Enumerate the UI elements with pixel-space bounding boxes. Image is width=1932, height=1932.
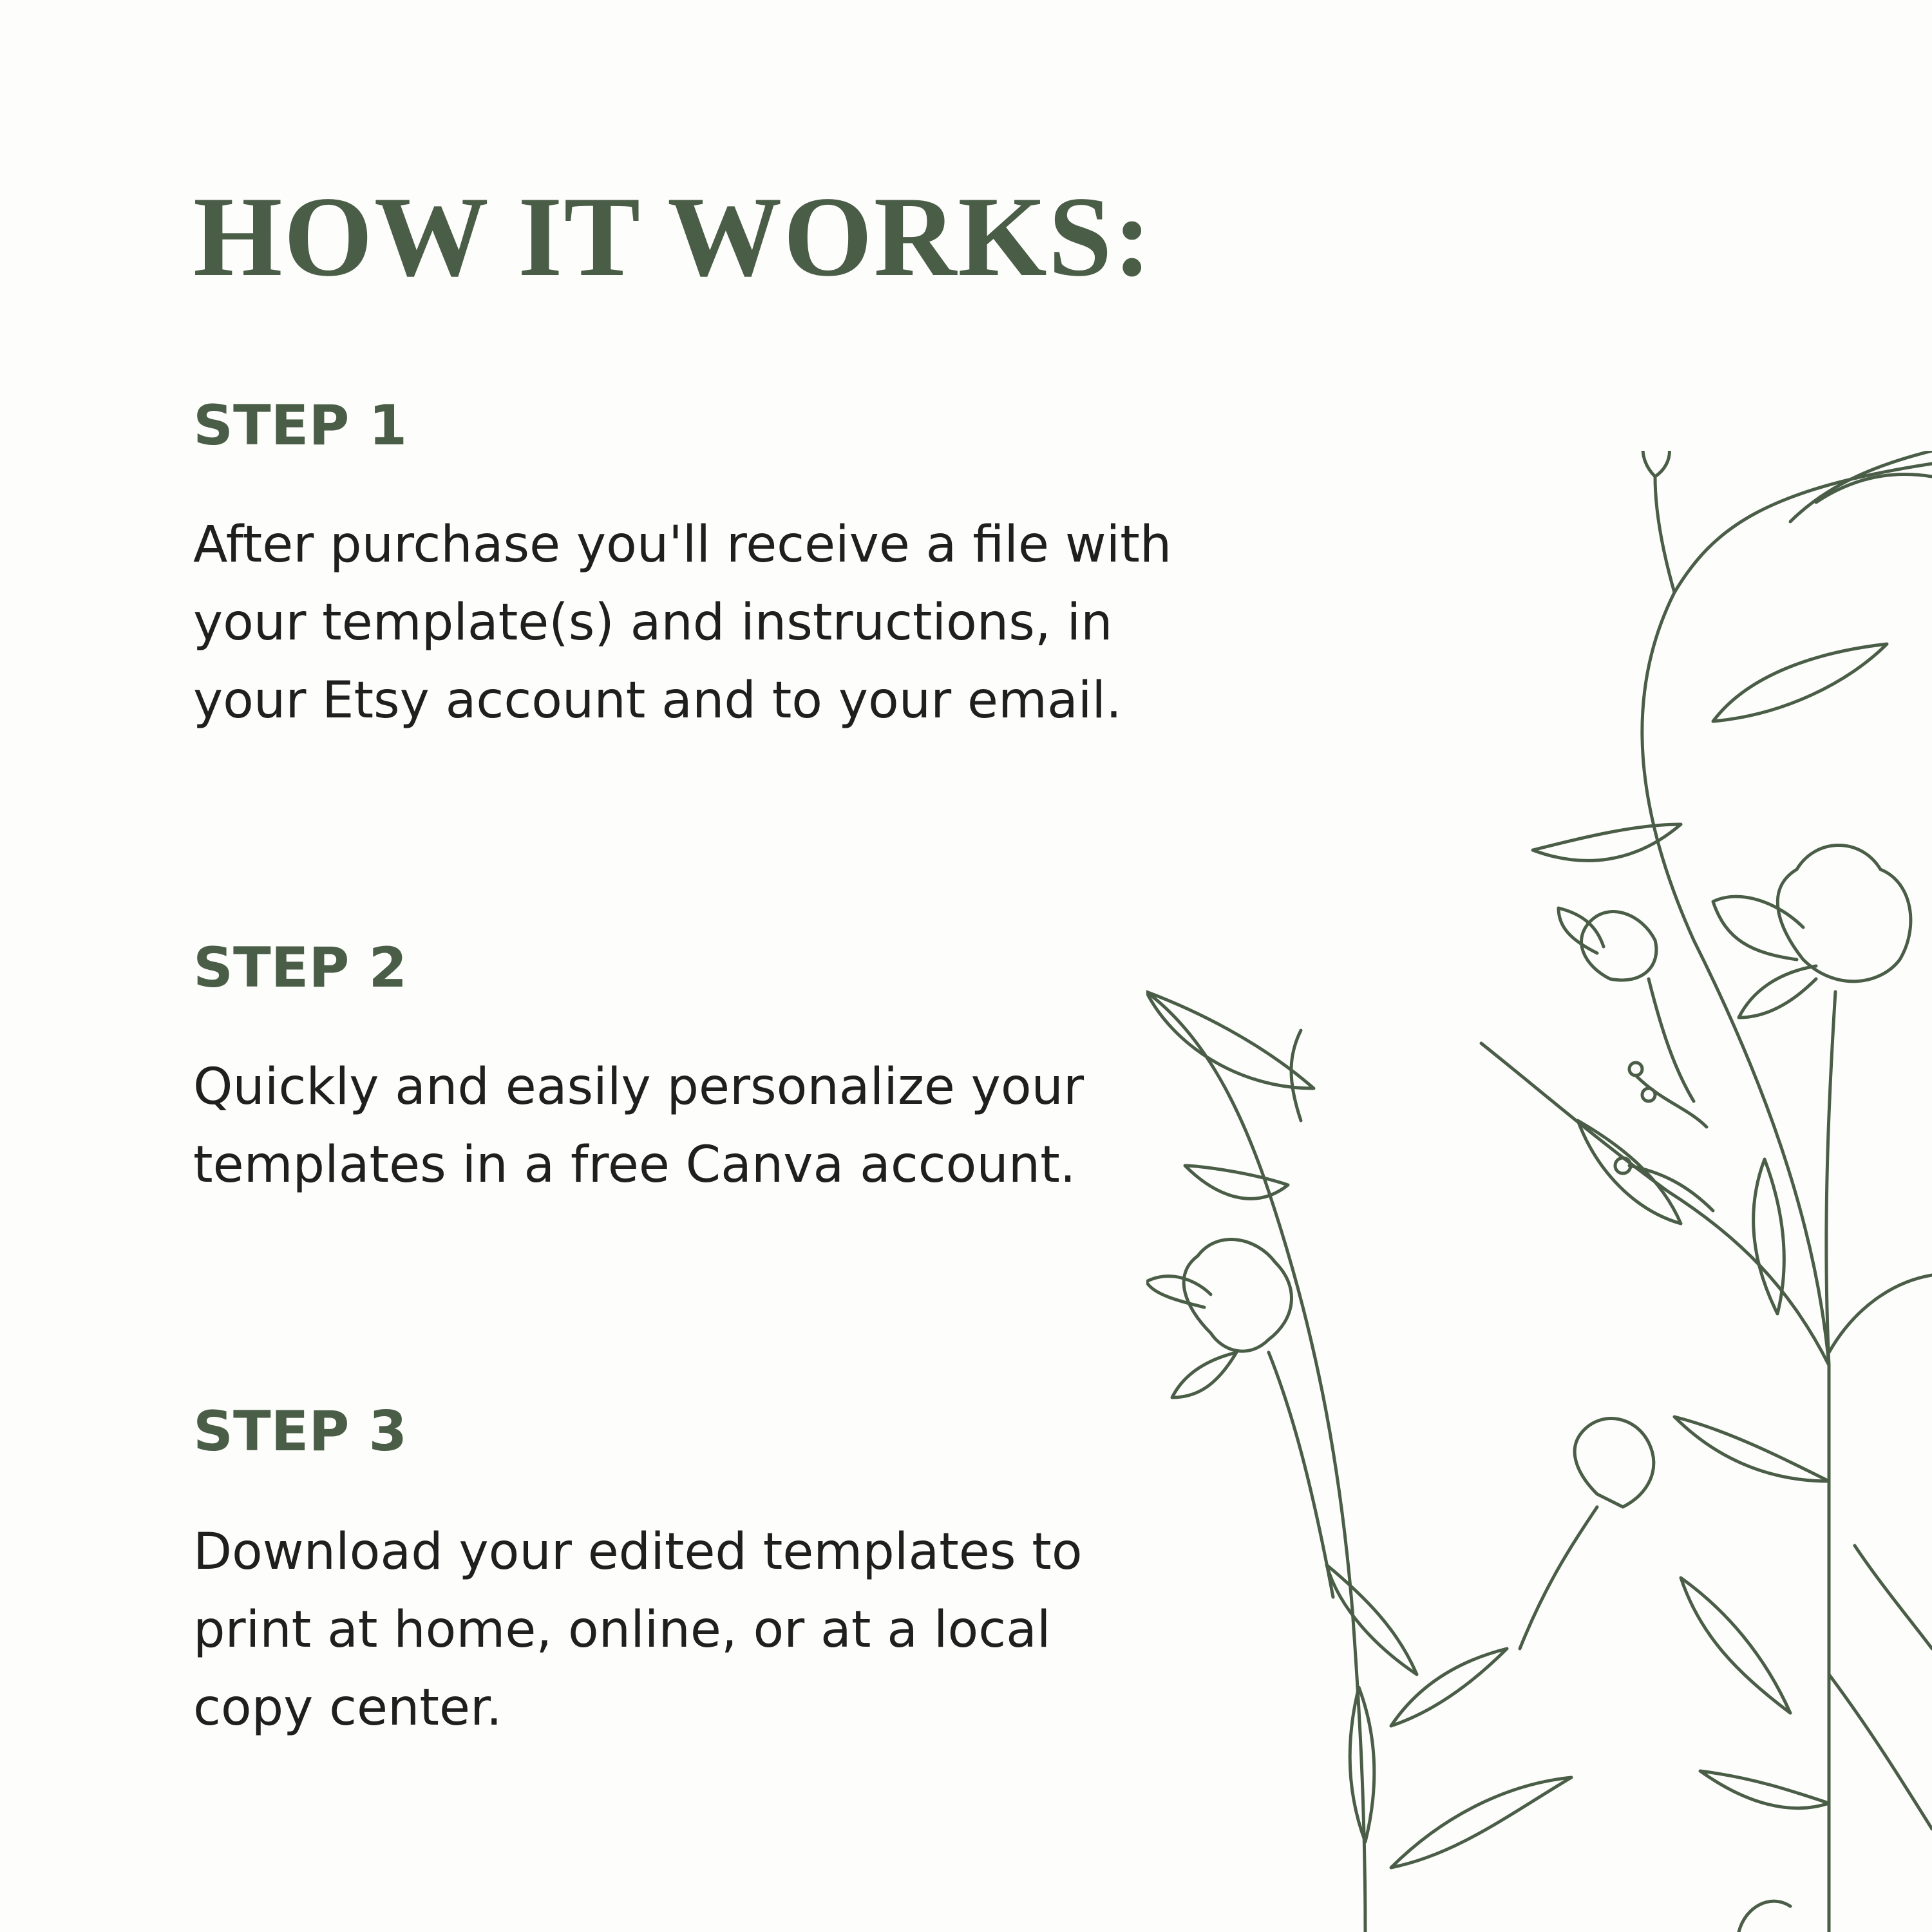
right-branch [1829, 1674, 1932, 1829]
leaf-icon [1754, 1159, 1785, 1314]
leaf-icon [1855, 1546, 1932, 1649]
leaf-icon [1681, 1578, 1790, 1713]
leaf-icon [1327, 1565, 1417, 1674]
flower-icon [1739, 966, 1816, 1018]
step-3-heading: STEP 3 [193, 1399, 408, 1464]
floral-illustration [1146, 451, 1932, 1932]
upper-branch [1655, 477, 1674, 592]
leaf-icon [1700, 1771, 1829, 1808]
step-3-description: Download your edited templates to print at home, online, or at a local copy center. [193, 1523, 1083, 1737]
flower-stem [1649, 979, 1694, 1101]
left-vine [1146, 992, 1365, 1932]
step-1-description: After purchase you'll receive a file with your template(s) and instructions, in your Etsy account and to your email. [193, 516, 1172, 730]
flower-stem [1520, 1507, 1597, 1649]
step-1-heading: STEP 1 [193, 393, 408, 458]
step-2-description: Quickly and easily personalize your templates in a free Canva account. [193, 1058, 1084, 1194]
upper-bud-icon [1643, 451, 1669, 477]
leaf-icon [1829, 1275, 1932, 1352]
flower-icon [1777, 846, 1911, 981]
bud-icon [1739, 1901, 1790, 1932]
step-2-heading: STEP 2 [193, 936, 408, 1000]
flower-stem [1269, 1352, 1333, 1597]
flower-icon [1575, 1419, 1654, 1507]
flower-icon [1184, 1240, 1291, 1352]
leaf-icon [1185, 1166, 1288, 1198]
bud-icon [1629, 1063, 1642, 1075]
leaf-icon [1674, 1417, 1829, 1481]
flower-stem [1826, 992, 1835, 1365]
leaf-icon [1790, 451, 1932, 522]
page-title: HOW IT WORKS: [193, 173, 1153, 300]
flower-icon [1172, 1352, 1236, 1397]
leaf-icon [1713, 644, 1887, 721]
leaf-icon [1391, 1777, 1571, 1868]
flower-icon [1713, 896, 1803, 960]
leaf-icon [1146, 992, 1314, 1088]
flower-icon [1582, 912, 1656, 980]
flower-icon [1146, 1276, 1211, 1307]
